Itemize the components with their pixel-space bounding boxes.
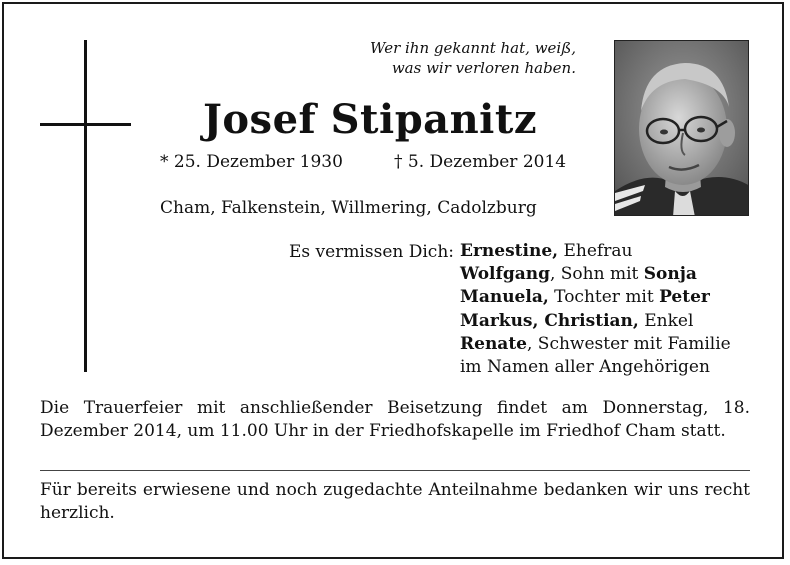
mourners-list [460,240,731,379]
thanks-notice: Für bereits erwiesene und noch zugedachte Anteilnahme bedanken wir uns recht herzlich. [40,480,750,523]
death-date: † 5. Dezember 2014 [394,152,567,172]
mourner-line: Markus, Christian, Enkel [460,310,694,331]
mourner-line: Manuela, Tochter mit Peter [460,287,710,308]
mourner-line: Renate, Schwester mit Familie [460,333,731,354]
mourner-line: im Namen aller Angehörigen [460,357,710,378]
places: Cham, Falkenstein, Willmering, Cadolzburg [160,198,537,218]
funeral-notice: Die Trauerfeier mit anschließender Beisetzung findet am Donnerstag, 18. Dezember 2014, um 11.00 Uhr in der Friedhofskapelle im Friedhof Cham statt. [40,398,750,441]
portrait-image [615,41,749,216]
portrait-photo [614,40,749,216]
mourner-line: Ernestine, Ehefrau [460,241,633,261]
quote-line-1: Wer ihn gekannt hat, weiß, [370,39,576,57]
cross-icon-horizontal [40,123,131,126]
birth-date: * 25. Dezember 1930 [160,152,343,172]
quote-line-2: was wir verloren haben. [391,59,576,77]
mourner-line: Wolfgang, Sohn mit Sonja [460,264,697,285]
memorial-quote [300,38,576,78]
cross-icon-vertical [84,40,87,372]
mourners-label: Es vermissen Dich: [288,242,454,262]
deceased-name: Josef Stipanitz [202,96,538,143]
divider [40,470,750,471]
